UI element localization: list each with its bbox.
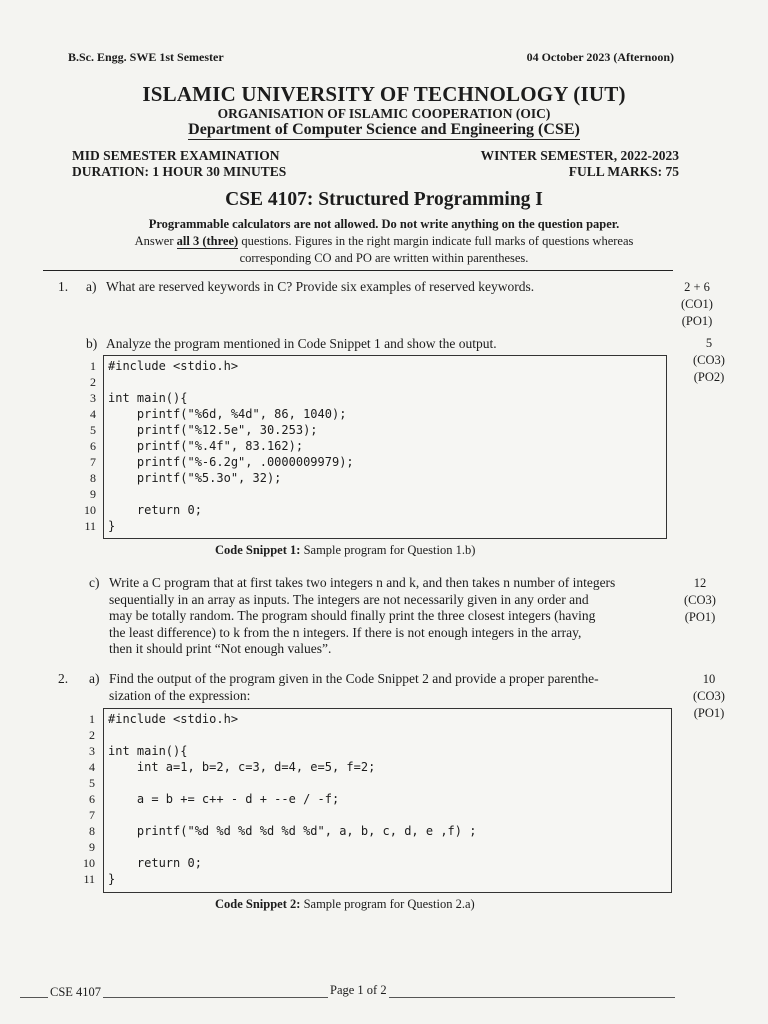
line-number: 3 — [90, 391, 96, 405]
code-line: int a=1, b=2, c=3, d=4, e=5, f=2; — [108, 760, 376, 774]
rule-calculators: Programmable calculators are not allowed. Do not write anything on the question paper. — [148, 217, 620, 231]
q1b-marks: 5 (CO3) (PO2) — [693, 336, 725, 384]
q1c-label: c) — [89, 575, 100, 590]
exam-date: 04 October 2023 (Afternoon) — [526, 50, 674, 64]
q1c-text: Write a C program that at first takes two integers n and k, and then takes n number of integers sequentially in an array as inputs. The integers are not necessarily given in any order and may be totally random. The program should finally print the three closest integers (having the least difference) to k from the n integers. If there is not enough integers in the array, then it should print “Not enough values”. — [109, 575, 616, 656]
code-line: #include <stdio.h> — [108, 712, 239, 726]
line-number: 9 — [90, 487, 96, 501]
code-line: } — [108, 519, 116, 533]
q2a-label: a) — [89, 671, 100, 686]
code-line: a = b += c++ - d + --e / -f; — [108, 792, 340, 806]
code-line: int main(){ — [108, 391, 188, 405]
line-number: 2 — [89, 728, 95, 742]
line-number: 7 — [90, 455, 96, 469]
rule-co-po: corresponding CO and PO are written within parentheses. — [239, 251, 529, 265]
q2a-marks: 10 (CO3) (PO1) — [693, 672, 725, 720]
code-line: printf("%5.3o", 32); — [108, 471, 282, 485]
line-number: 1 — [89, 712, 95, 726]
code-line: return 0; — [108, 856, 202, 870]
line-number: 8 — [90, 471, 96, 485]
line-number: 1 — [90, 359, 96, 373]
department-name: Department of Computer Science and Engineering (CSE) — [188, 121, 580, 138]
q1c-marks: 12 (CO3) (PO1) — [684, 576, 716, 624]
footer-course-code: CSE 4107 — [50, 985, 102, 999]
q1a-label: a) — [86, 279, 97, 294]
line-number: 10 — [83, 856, 95, 870]
q2-number: 2. — [58, 671, 69, 686]
code-line: printf("%-6.2g", .0000009979); — [108, 455, 354, 469]
code-line: return 0; — [108, 503, 202, 517]
line-number: 6 — [90, 439, 96, 453]
program-label: B.Sc. Engg. SWE 1st Semester — [68, 50, 224, 64]
organisation-name: ORGANISATION OF ISLAMIC COOPERATION (OIC) — [217, 106, 551, 121]
code-line: int main(){ — [108, 744, 188, 758]
code-line: } — [108, 872, 116, 886]
rule-answer: Answer all 3 (three) questions. Figures in the right margin indicate full marks of questions whereas — [134, 234, 634, 248]
code-line: #include <stdio.h> — [108, 359, 239, 373]
semester: WINTER SEMESTER, 2022-2023 — [480, 148, 679, 163]
header-divider — [43, 270, 673, 271]
line-number: 5 — [89, 776, 95, 790]
q1a-text: What are reserved keywords in C? Provide six examples of reserved keywords. — [106, 279, 535, 294]
q1a-marks: 2 + 6 (CO1) (PO1) — [681, 280, 713, 328]
line-number: 6 — [89, 792, 95, 806]
code-line: printf("%d %d %d %d %d %d", a, b, c, d, e ,f) ; — [108, 824, 477, 838]
footer-page-number: Page 1 of 2 — [330, 983, 387, 997]
line-number: 4 — [90, 407, 96, 421]
line-number: 7 — [89, 808, 95, 822]
university-name: ISLAMIC UNIVERSITY OF TECHNOLOGY (IUT) — [142, 82, 626, 106]
line-number: 8 — [89, 824, 95, 838]
q1b-text: Analyze the program mentioned in Code Snippet 1 and show the output. — [106, 336, 497, 351]
line-number: 4 — [89, 760, 95, 774]
code-line: printf("%6d, %4d", 86, 1040); — [108, 407, 347, 421]
code-line: printf("%.4f", 83.162); — [108, 439, 304, 453]
q1-number: 1. — [58, 279, 69, 294]
code-line: printf("%12.5e", 30.253); — [108, 423, 318, 437]
code-snippet-1-caption: Code Snippet 1: Sample program for Question 1.b) — [215, 543, 476, 557]
line-number: 5 — [90, 423, 96, 437]
q2a-text: Find the output of the program given in the Code Snippet 2 and provide a proper parenthe- sization of the expression: — [109, 671, 599, 703]
exam-type: MID SEMESTER EXAMINATION — [72, 148, 280, 163]
line-number: 10 — [84, 503, 96, 517]
full-marks: FULL MARKS: 75 — [568, 164, 679, 179]
course-title: CSE 4107: Structured Programming I — [225, 189, 543, 210]
line-number: 3 — [89, 744, 95, 758]
line-number: 9 — [89, 840, 95, 854]
q1b-label: b) — [86, 336, 98, 351]
line-number: 2 — [90, 375, 96, 389]
line-number: 11 — [84, 519, 96, 533]
line-number: 11 — [83, 872, 95, 886]
duration: DURATION: 1 HOUR 30 MINUTES — [72, 164, 287, 179]
code-snippet-2-caption: Code Snippet 2: Sample program for Question 2.a) — [215, 897, 475, 911]
